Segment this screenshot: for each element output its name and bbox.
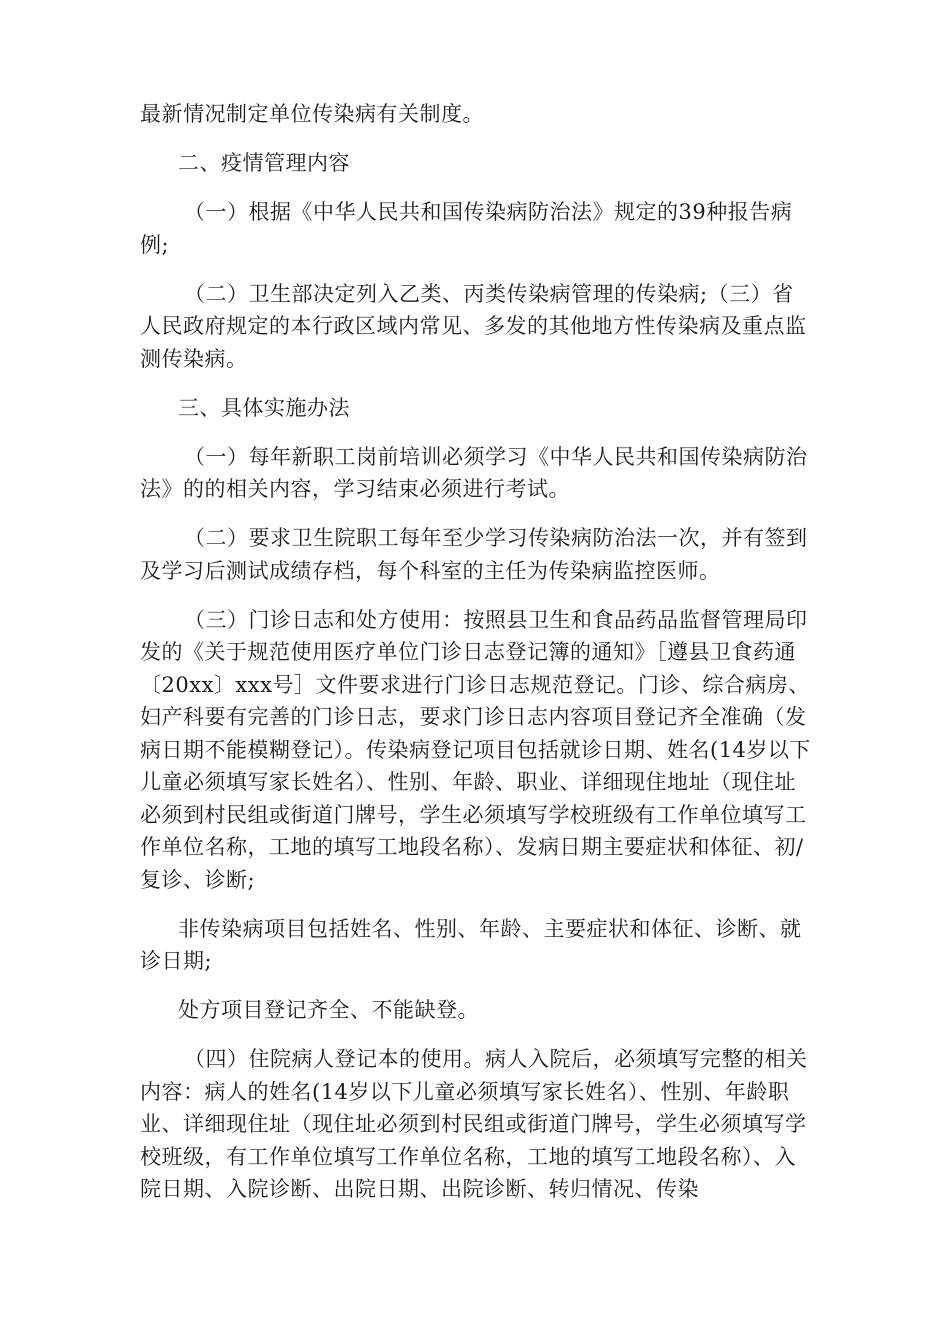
document-body bbox=[140, 98, 812, 1206]
paragraph-inpatient-register: （四）住院病人登记本的使用。病人入院后，必须填写完整的相关内容：病人的姓名(14岁以下儿童必须填写家长姓名）、性别、年龄职业、详细现住址（现住址必须到村民组或街道门牌号，学生必须填写学校班级，有工作单位填写工作单位名称，工地的填写工地段名称）、入院日期、入院诊断、出院日期、出院诊断、转归情况、传染 bbox=[140, 1047, 808, 1201]
paragraph-item-2-3: （二）卫生部决定列入乙类、丙类传染病管理的传染病;（三）省人民政府规定的本行政区域内常见、多发的其他地方性传染病及重点监测传染病。 bbox=[140, 281, 807, 371]
paragraph-outpatient-log: （三）门诊日志和处方使用：按照县卫生和食品药品监督管理局印发的《关于规范使用医疗单位门诊日志登记簿的通知》［遵县卫食药通〔20xx〕xxx号］文件要求进行门诊日志规范登记。门诊、综合病房、妇产科要有完善的门诊日志，要求门诊日志内容项目登记齐全准确（发病日期不能模糊登记）。传染病登记项目包括就诊日期、姓名(14岁以下儿童必须填写家长姓名）、性别、年龄、职业、详细现住地址（现住址必须到村民组或街道门牌号，学生必须填写学校班级有工作单位填写工作单位名称，工地的填写工地段名称）、发病日期主要症状和体征、初/复诊、诊断; bbox=[140, 607, 811, 892]
paragraph-non-infectious: 非传染病项目包括姓名、性别、年龄、主要症状和体征、诊断、就诊日期; bbox=[140, 916, 802, 973]
paragraph-prescription: 处方项目登记齐全、不能缺登。 bbox=[178, 998, 479, 1022]
section-heading-epidemic-management: 二、疫情管理内容 bbox=[178, 151, 350, 175]
paragraph-annual-study: （二）要求卫生院职工每年至少学习传染病防治法一次，并有签到及学习后测试成绩存档，每个科室的主任为传染病监控医师。 bbox=[140, 526, 808, 583]
paragraph-item-1: （一）根据《中华人民共和国传染病防治法》规定的39种报告病例; bbox=[140, 200, 793, 257]
section-heading-implementation: 三、具体实施办法 bbox=[178, 395, 350, 420]
paragraph-continuation: 最新情况制定单位传染病有关制度。 bbox=[140, 102, 484, 126]
paragraph-training: （一）每年新职工岗前培训必须学习《中华人民共和国传染病防治法》的的相关内容，学习结束必须进行考试。 bbox=[140, 444, 808, 501]
